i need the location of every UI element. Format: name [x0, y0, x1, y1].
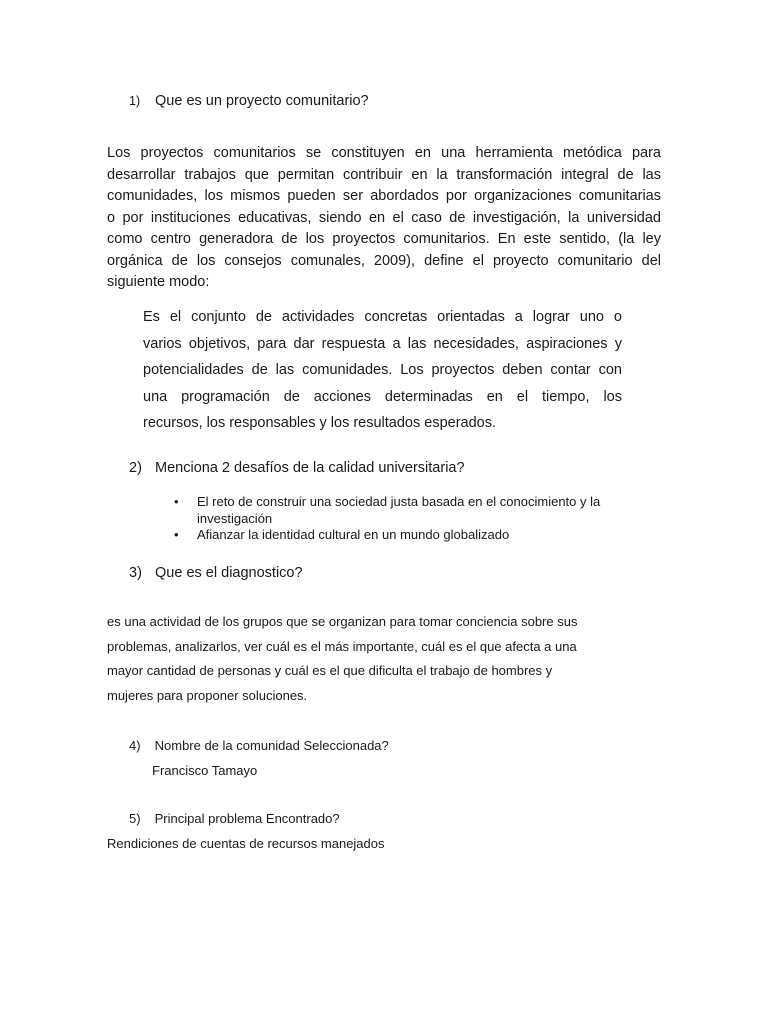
list-item: [174, 494, 617, 527]
answer-3-paragraph: [107, 610, 577, 708]
quote-line: potencialidades de las comunidades. Los proyectos deben contar con: [143, 362, 622, 378]
question-1-text: Que es un proyecto comunitario?: [155, 93, 369, 109]
question-3: [129, 564, 303, 582]
bullet-icon: •: [174, 494, 179, 509]
paragraph-line: mayor cantidad de personas y cuál es el que dificulta el trabajo de hombres y: [107, 663, 553, 678]
answer-4: Francisco Tamayo: [152, 763, 258, 778]
question-5-text: Principal problema Encontrado?: [154, 811, 340, 826]
paragraph-line: desarrollar trabajos que permitan contribuir en la transformación integral de las: [107, 166, 661, 183]
list-item-text: Afianzar la identidad cultural en un mundo globalizado: [197, 527, 510, 542]
paragraph-line: es una actividad de los grupos que se organizan para tomar conciencia sobre sus: [107, 614, 578, 629]
quote-line: Es el conjunto de actividades concretas orientadas a lograr uno o: [143, 309, 622, 325]
question-4-text: Nombre de la comunidad Seleccionada?: [154, 738, 389, 753]
question-3-text: Que es el diagnostico?: [155, 565, 303, 581]
question-5-number: 5): [129, 811, 141, 826]
question-2-text: Menciona 2 desafíos de la calidad universitaria?: [155, 460, 465, 476]
question-2-number: 2): [129, 460, 142, 476]
block-quote: [143, 304, 622, 437]
paragraph-line: problemas, analizarlos, ver cuál es el más importante, cuál es el que afecta a una: [107, 638, 577, 654]
paragraph-line: como centro generadora de los proyectos comunitarios. En este sentido, (la ley: [107, 231, 661, 247]
question-1: [129, 92, 369, 110]
question-3-number: 3): [129, 565, 142, 581]
quote-line: una programación de acciones determinadas en el tiempo, los: [143, 388, 622, 405]
question-4: [129, 737, 389, 755]
question-2: [129, 459, 465, 477]
list-item-text: El reto de construir una sociedad justa basada en el conocimiento y la investigación: [197, 494, 601, 526]
question-5: [129, 810, 340, 828]
paragraph-line: Los proyectos comunitarios se constituyen en una herramienta metódica para: [107, 145, 661, 161]
answer-5: Rendiciones de cuentas de recursos manejados: [107, 836, 385, 851]
question-4-number: 4): [129, 738, 141, 753]
quote-line: varios objetivos, para dar respuesta a las necesidades, aspiraciones y: [143, 335, 622, 352]
paragraph-line: orgánica de los consejos comunales, 2009), define el proyecto comunitario del: [107, 252, 661, 269]
list-item: [174, 527, 617, 544]
paragraph-line: o por instituciones educativas, siendo en el caso de investigación, la universidad: [107, 209, 661, 226]
paragraph-line: comunidades, los mismos pueden ser abordados por organizaciones comunitarias: [107, 188, 661, 204]
answer-1-paragraph: [107, 143, 661, 294]
paragraph-line: siguiente modo:: [107, 274, 210, 290]
bullet-icon: •: [174, 527, 179, 542]
challenges-list: [174, 494, 617, 544]
question-1-number: 1): [129, 94, 141, 108]
paragraph-line: mujeres para proponer soluciones.: [107, 687, 308, 703]
quote-line: recursos, los responsables y los resultados esperados.: [143, 415, 497, 431]
